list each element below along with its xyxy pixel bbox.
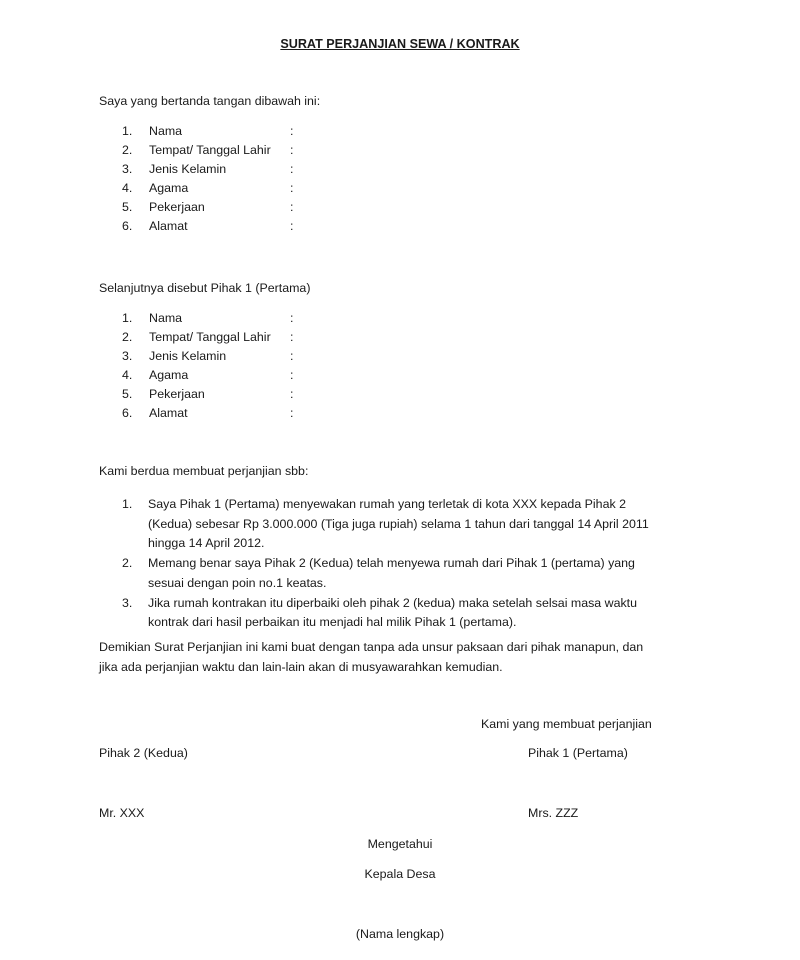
field-label: Jenis Kelamin	[149, 349, 227, 363]
agreement-line: sesuai dengan poin no.1 keatas.	[148, 575, 327, 590]
field-label: Alamat	[149, 219, 188, 233]
field-colon: :	[290, 330, 294, 344]
field-number: 1.	[122, 124, 133, 138]
field-row	[122, 309, 422, 328]
witness-role: Kepala Desa	[364, 867, 436, 881]
field-label: Nama	[149, 124, 183, 138]
field-label: Nama	[149, 311, 183, 325]
field-colon: :	[290, 406, 294, 420]
field-number: 6.	[122, 219, 133, 233]
field-number: 2.	[122, 143, 133, 157]
intro-text: Saya yang bertanda tangan dibawah ini:	[99, 94, 321, 108]
field-row	[122, 122, 422, 141]
field-label: Pekerjaan	[149, 200, 205, 214]
field-number: 5.	[122, 200, 133, 214]
field-colon: :	[290, 387, 294, 401]
field-row	[122, 217, 422, 236]
field-row	[122, 366, 422, 385]
field-colon: :	[290, 368, 294, 382]
right-role-label: Pihak 1 (Pertama)	[528, 746, 628, 760]
field-number: 4.	[122, 368, 133, 382]
agreement-number: 2.	[122, 556, 133, 570]
field-colon: :	[290, 181, 294, 195]
field-colon: :	[290, 143, 294, 157]
field-number: 6.	[122, 406, 133, 420]
identity-field-list	[122, 122, 422, 236]
left-signatory-name: Mr. XXX	[99, 806, 145, 820]
signature-heading: Kami yang membuat perjanjian	[481, 717, 652, 731]
field-row	[122, 198, 422, 217]
closing-paragraph	[99, 637, 643, 677]
field-number: 5.	[122, 387, 133, 401]
field-row	[122, 347, 422, 366]
field-number: 4.	[122, 181, 133, 195]
field-label: Tempat/ Tanggal Lahir	[149, 143, 271, 157]
field-row	[122, 404, 422, 423]
field-label: Jenis Kelamin	[149, 162, 227, 176]
agreement-line: (Kedua) sebesar Rp 3.000.000 (Tiga juga rupiah) selama 1 tahun dari tanggal 14 April 2011	[148, 516, 649, 531]
field-row	[122, 385, 422, 404]
field-label: Alamat	[149, 406, 188, 420]
agreement-intro-text: Kami berdua membuat perjanjian sbb:	[99, 464, 309, 478]
agreement-number: 1.	[122, 497, 133, 511]
agreement-line: Jika rumah kontrakan itu diperbaiki oleh pihak 2 (kedua) maka setelah selsai masa waktu	[148, 595, 637, 610]
field-number: 3.	[122, 349, 133, 363]
agreement-item	[122, 495, 702, 554]
right-signatory-name: Mrs. ZZZ	[528, 806, 579, 820]
document-title: SURAT PERJANJIAN SEWA / KONTRAK	[280, 37, 520, 51]
closing-line: jika ada perjanjian waktu dan lain-lain akan di musyawarahkan kemudian.	[99, 660, 503, 674]
field-number: 1.	[122, 311, 133, 325]
pihak1-field-list	[122, 309, 422, 423]
field-label: Agama	[149, 368, 189, 382]
field-colon: :	[290, 219, 294, 233]
field-colon: :	[290, 124, 294, 138]
field-row	[122, 328, 422, 347]
witness-heading: Mengetahui	[367, 837, 433, 851]
pihak1-intro-text: Selanjutnya disebut Pihak 1 (Pertama)	[99, 281, 311, 295]
field-colon: :	[290, 200, 294, 214]
closing-line: Demikian Surat Perjanjian ini kami buat dengan tanpa ada unsur paksaan dari pihak manapun, dan	[99, 640, 644, 654]
left-role-label: Pihak 2 (Kedua)	[99, 746, 188, 760]
agreement-list	[122, 495, 702, 633]
field-row	[122, 141, 422, 160]
agreement-item	[122, 554, 702, 593]
field-row	[122, 160, 422, 179]
field-label: Agama	[149, 181, 189, 195]
agreement-line: Memang benar saya Pihak 2 (Kedua) telah menyewa rumah dari Pihak 1 (pertama) yang	[148, 556, 635, 570]
field-number: 3.	[122, 162, 133, 176]
field-row	[122, 179, 422, 198]
witness-name: (Nama lengkap)	[355, 927, 445, 941]
agreement-item	[122, 594, 702, 633]
field-label: Pekerjaan	[149, 387, 205, 401]
agreement-number: 3.	[122, 595, 133, 610]
field-number: 2.	[122, 330, 133, 344]
agreement-line: hingga 14 April 2012.	[148, 536, 265, 550]
agreement-line: kontrak dari hasil perbaikan itu menjadi hal milik Pihak 1 (pertama).	[148, 615, 517, 629]
field-colon: :	[290, 311, 294, 325]
field-colon: :	[290, 349, 294, 363]
field-colon: :	[290, 162, 294, 176]
agreement-line: Saya Pihak 1 (Pertama) menyewakan rumah yang terletak di kota XXX kepada Pihak 2	[148, 497, 626, 511]
field-label: Tempat/ Tanggal Lahir	[149, 330, 271, 344]
